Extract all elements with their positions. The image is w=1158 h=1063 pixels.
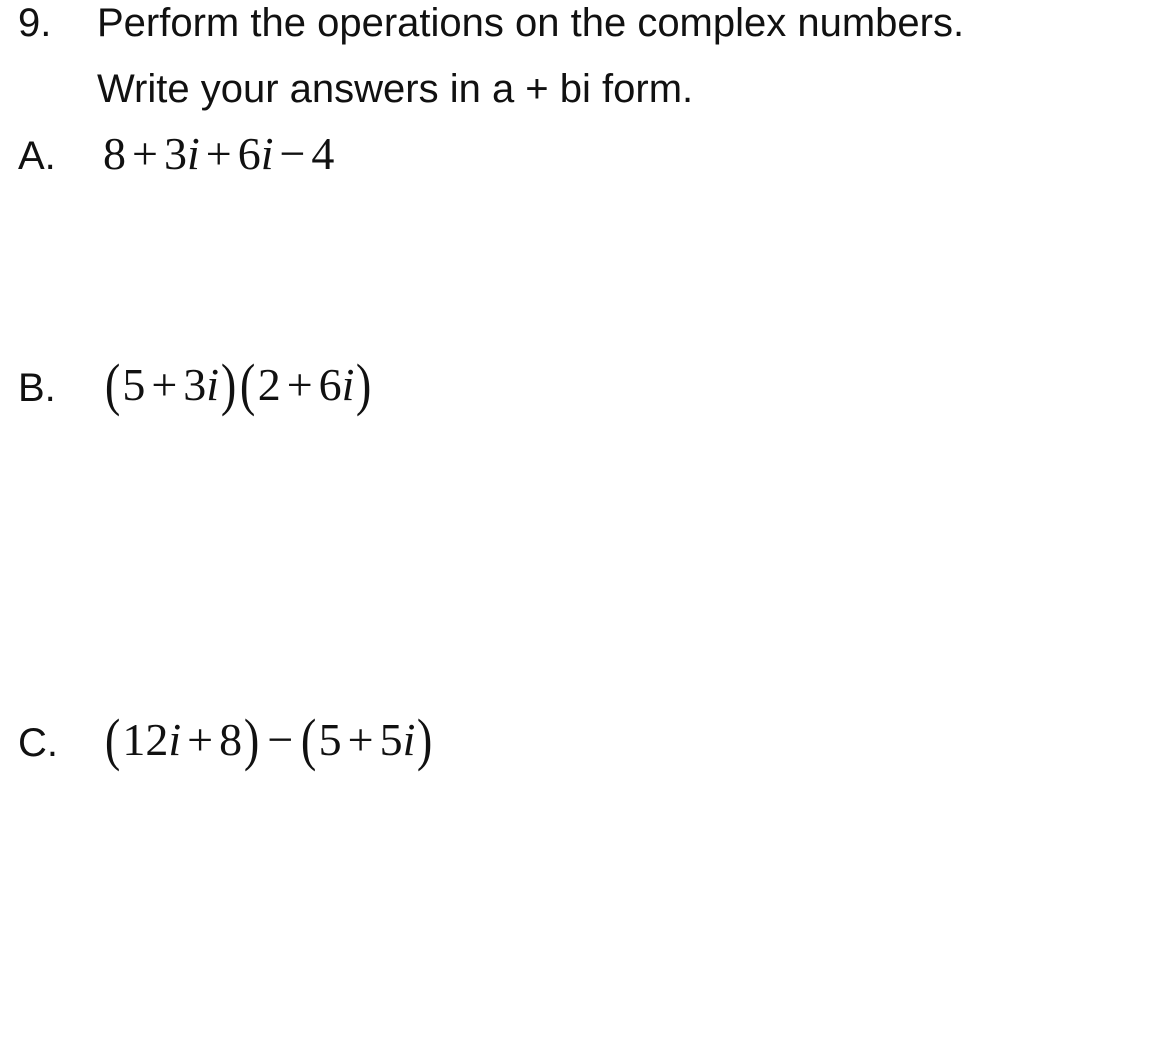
part-a-label: A. (18, 134, 56, 178)
question-instruction-line2: Write your answers in a + bi form. (97, 67, 694, 111)
question-instruction-line1: Perform the operations on the complex numbers. (97, 1, 965, 45)
part-c-label: C. (18, 721, 58, 765)
part-c-expression: (12i + 8) − (5 + 5i) (104, 707, 433, 772)
question-number: 9. (18, 1, 52, 45)
part-b-expression: (5 + 3i)(2 + 6i) (104, 352, 372, 417)
part-a-expression: 8 + 3i + 6i − 4 (103, 128, 335, 179)
part-b-label: B. (18, 366, 56, 410)
